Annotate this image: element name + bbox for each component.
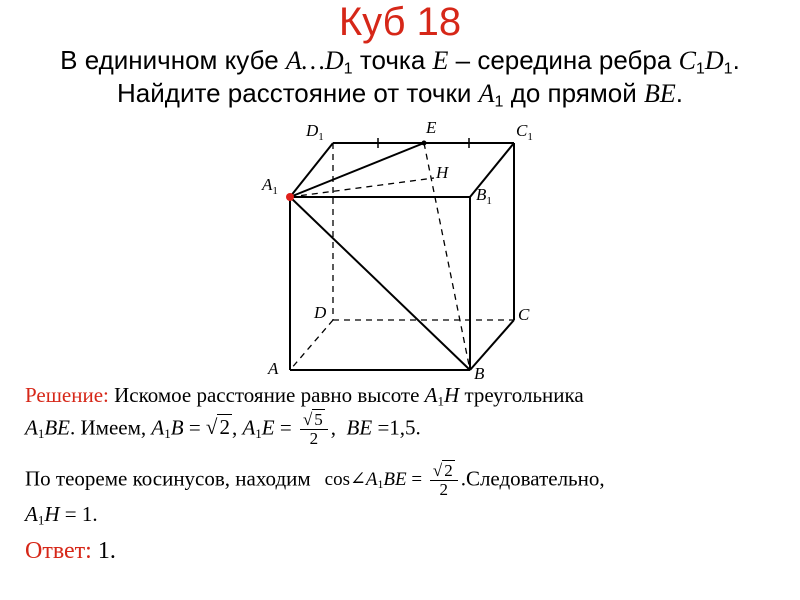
solution-line-1: Решение: Искомое расстояние равно высоте $A_1H$ треугольника: [25, 383, 584, 409]
solution-text: [25, 380, 785, 448]
theorem-line-1: По теореме косинусов, находим $\cos\angle A_1BE$ = $\frac{√ 2}{2}$ .Следовательно,: [25, 461, 605, 499]
label-c: C: [518, 305, 530, 324]
label-d: D: [314, 303, 327, 322]
label-a: A: [268, 359, 279, 378]
cosine-expression: $\cos\angle A_1BE$ = $\frac{√ 2}{2}$: [325, 462, 461, 499]
cube-visible-edges: [290, 143, 514, 370]
problem-line-1: В единичном кубе $A\dots D_1$ точка E – середина ребра $C_1D_1$.: [60, 45, 740, 78]
segment-a1-b: [290, 197, 470, 370]
cube-hidden-edges: [290, 143, 514, 370]
answer-label: Ответ:: [25, 538, 92, 564]
fraction-sqrt5-over-2: $\frac{√ 5}{2}$: [300, 411, 328, 448]
label-b: B: [474, 364, 485, 383]
theorem-text: [25, 462, 785, 529]
sqrt-2: √2: [205, 415, 230, 440]
label-b1: $B_1$: [476, 185, 492, 207]
segment-a1-e: [290, 143, 424, 197]
label-c1: $C_1$: [516, 121, 533, 143]
answer-value: 1.: [91, 538, 116, 564]
solution-label: Решение:: [25, 383, 109, 407]
problem-line-2: Найдите расстояние от точки $A_1$ до прямой BE.: [117, 78, 683, 111]
label-h: H: [436, 163, 449, 182]
label-d1: $D_1$: [306, 121, 324, 143]
solution-line-2: $A_1BE$. Имеем, $A_1B = √2$, $A_1E$ = $\frac{√ 5}{2}$ , BE =1,5.: [25, 410, 421, 448]
point-a1-dot: [286, 193, 294, 201]
edge-d-a: [290, 320, 333, 370]
label-a1: $A_1$: [262, 175, 278, 197]
label-e: E: [426, 118, 437, 137]
slide-title: Куб 18: [338, 0, 462, 44]
point-e-dot: [422, 141, 427, 146]
theorem-line-2: $A_1H = 1$.: [25, 502, 98, 528]
answer: [25, 536, 116, 566]
fraction-sqrt2-over-2: $\frac{√ 2}{2}$: [430, 462, 458, 499]
edge-b-c: [470, 320, 514, 370]
